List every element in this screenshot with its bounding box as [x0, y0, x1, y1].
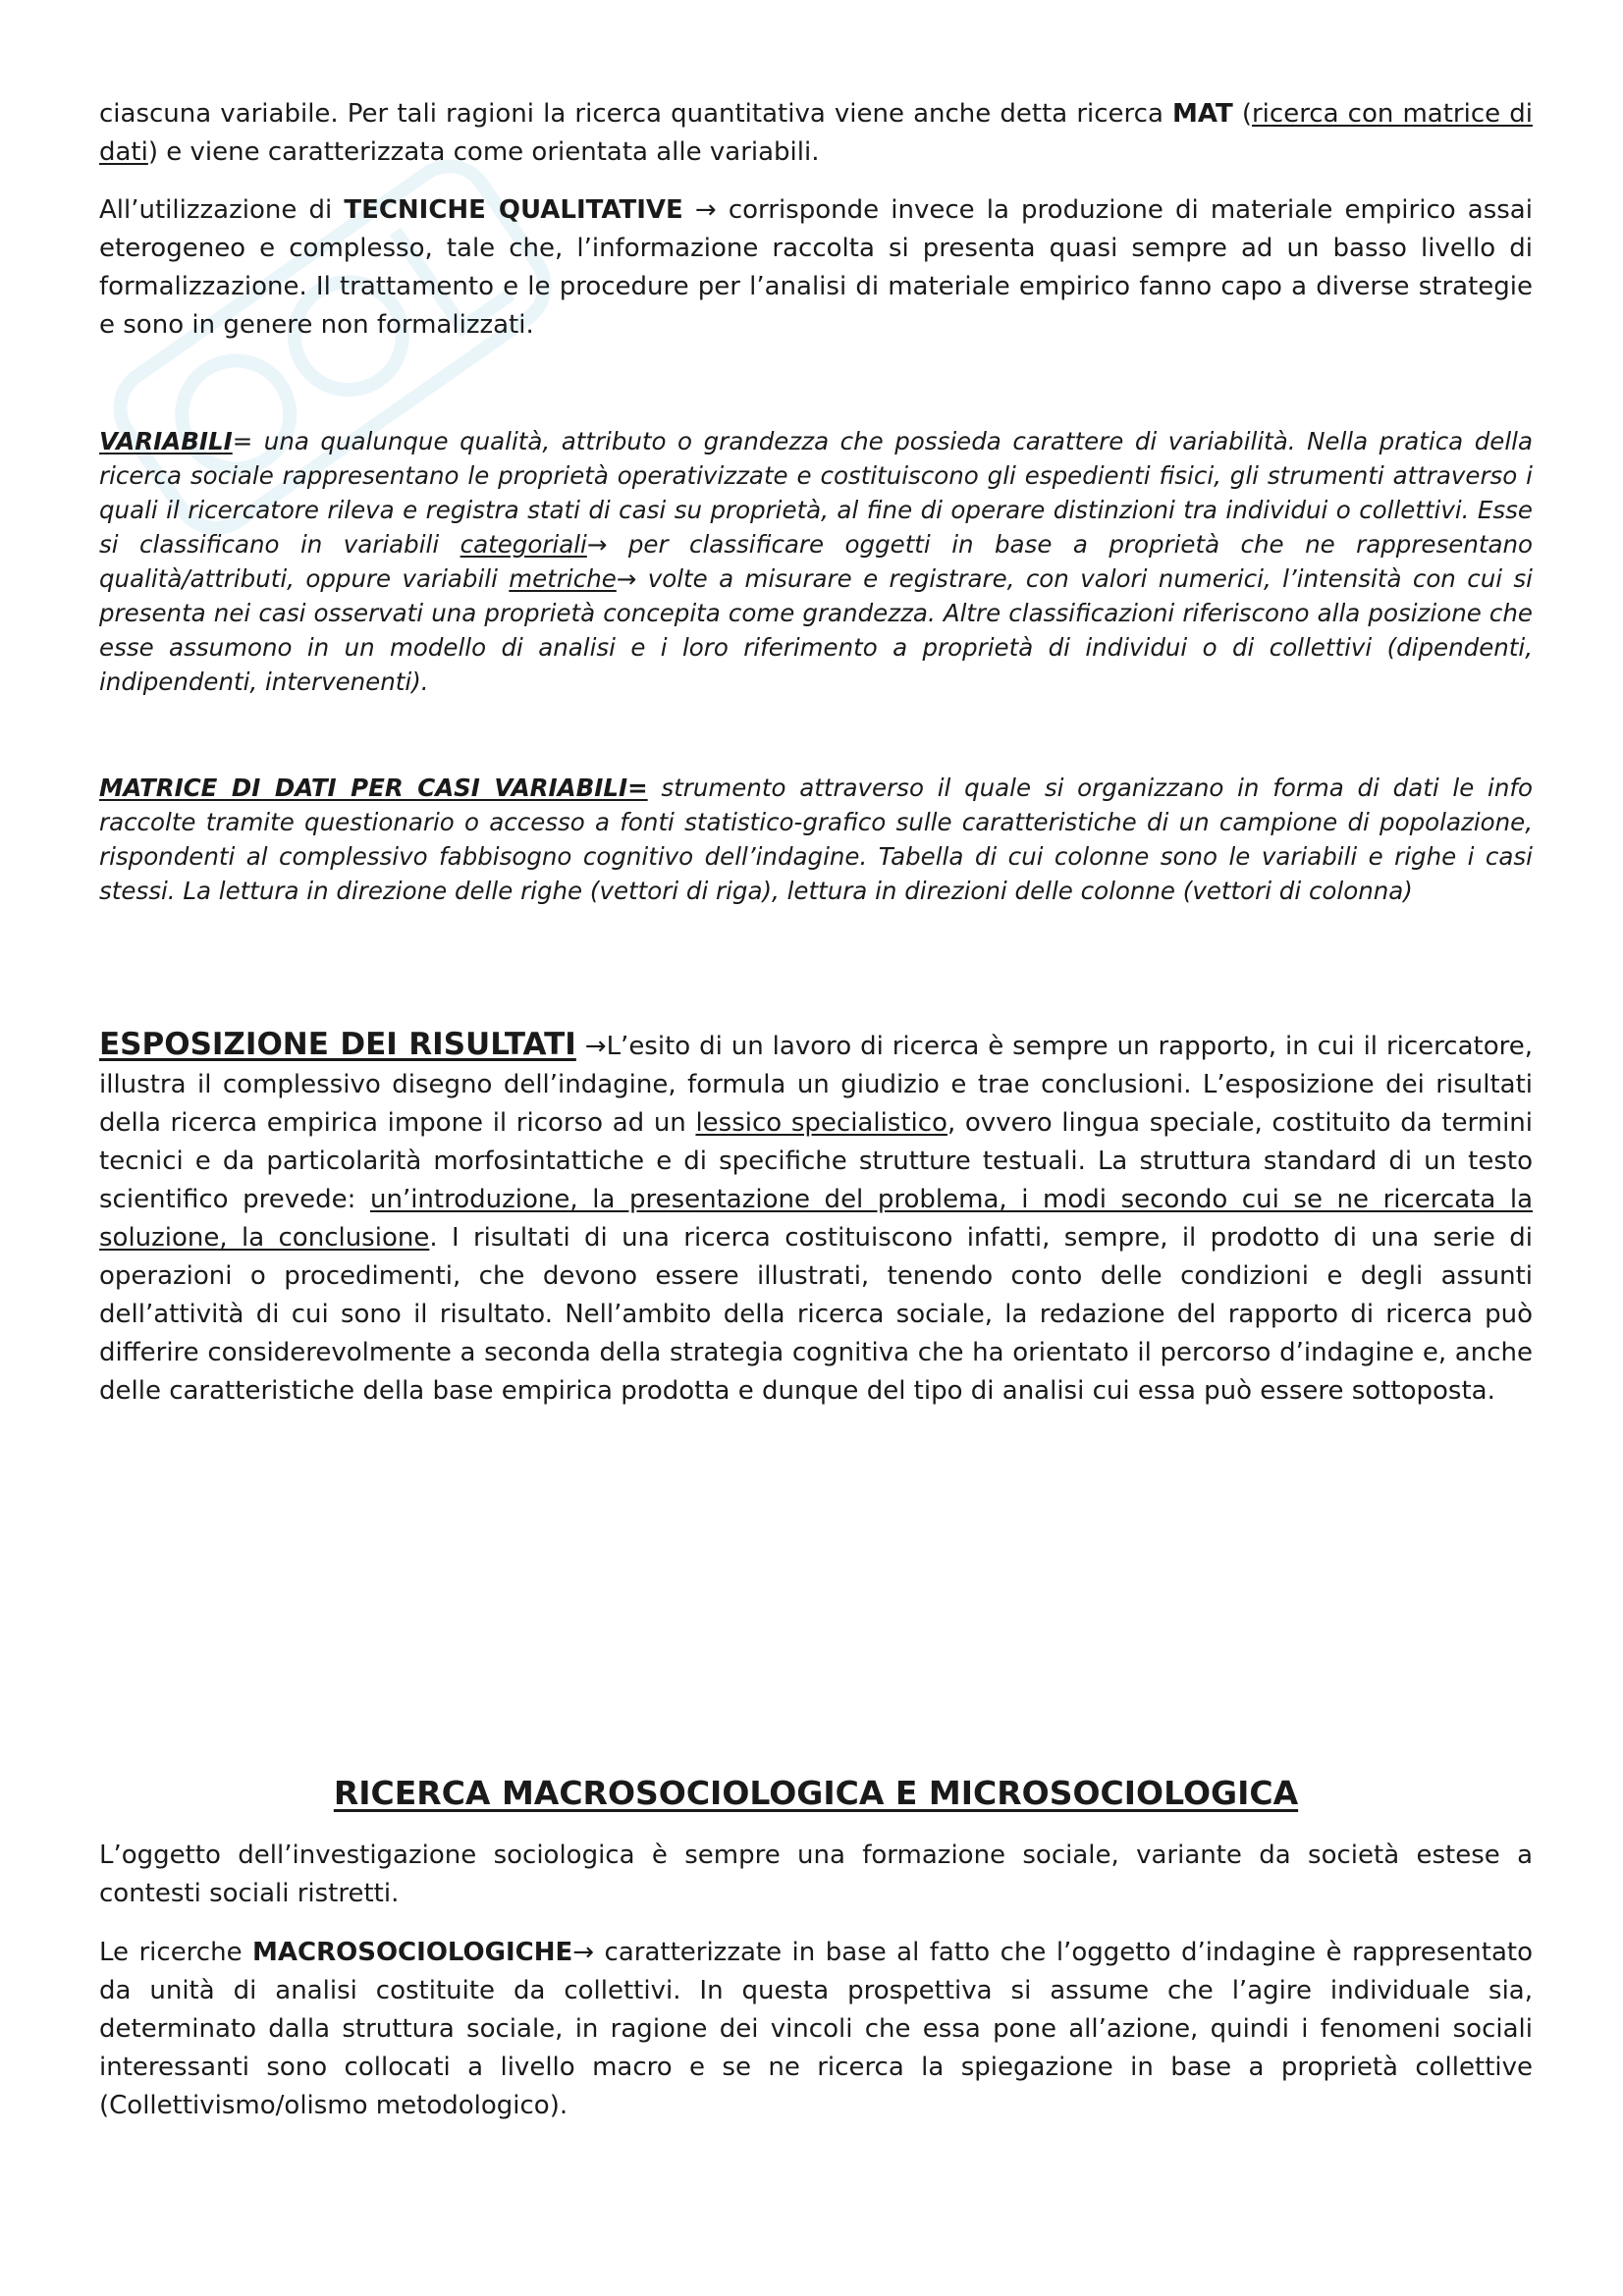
paragraph-oggetto: L’oggetto dell’investigazione sociologica è sempre una formazione sociale, variante da società estese a contesti sociali ristretti. [99, 1841, 1533, 1908]
text: Le ricerche [99, 1938, 253, 1967]
arrow-icon: → [586, 530, 608, 559]
definition-variabili [99, 424, 1533, 699]
underlined-text: ricerca con matrice di dati [99, 99, 1533, 167]
term-matrice-dati: MATRICE DI DATI PER CASI VARIABILI= [99, 774, 648, 802]
underlined-text: un’introduzione, la presentazione del problema, i modi secondo cui se ne ricercata la soluzione, la conclusione [99, 1185, 1534, 1253]
text: corrisponde invece la produzione di materiale empirico assai eterogeneo e complesso, tale che, l’informazione raccolta si presenta quasi sempre ad un basso livello di formalizzazione. Il trattamento e le procedure per l’analisi di materiale empirico fanno capo a diverse strategie e sono in genere non formalizzati. [99, 195, 1533, 340]
text: per classificare oggetti in base a proprietà che ne rappresentano qualità/attributi, oppure variabili [99, 530, 1533, 593]
term-macrosociologiche: MACROSOCIOLOGICHE [252, 1938, 573, 1967]
arrow-icon: → [572, 1938, 595, 1967]
text: L’esito di un lavoro di ricerca è sempre un rapporto, in cui il ricercatore, illustra il complessivo disegno dell’indagine, formula un giudizio e trae conclusioni. L’esposizione dei risultati della ricerca empirica impone il ricorso ad un [99, 1032, 1533, 1138]
section-title: RICERCA MACROSOCIOLOGICA E MICROSOCIOLOGICA [333, 1774, 1299, 1812]
text: caratterizzate in base al fatto che l’oggetto d’indagine è rappresentato da unità di analisi costituite da collettivi. In questa prospettiva si assume che l’agire individuale sia, determinato dalla struttura sociale, in ragione dei vincoli che essa pone all’azione, quindi i fenomeni sociali interessanti sono collocati a livello macro e se ne ricerca la spiegazione in base a proprietà collettive (Collettivismo/olismo metodologico). [99, 1938, 1533, 2120]
text: = una qualunque qualità, attributo o grandezza che possieda carattere di variabilità. Nella pratica della ricerca sociale rappresentano le proprietà operativizzate e costituiscono gli espedienti fisici, gli strumenti attraverso i quali il ricercatore rileva e registra stati di casi su proprietà, al fine di operare distinzioni tra individui o collettivi. Esse si classificano in variabili [99, 427, 1533, 559]
term-tecniche-qualitative: TECNICHE QUALITATIVE [344, 195, 683, 225]
text: volte a misurare e registrare, con valori numerici, l’intensità con cui si presenta nei casi osservati una proprietà concepita come grandezza. Altre classificazioni riferiscono alla posizione che esse assumono in un modello di analisi e i loro riferimento a proprietà di individui o di collettivi (dipendenti, indipendenti, intervenenti). [99, 564, 1533, 696]
underlined-text: lessico specialistico [695, 1108, 947, 1138]
text: ) e viene caratterizzata come orientata alle variabili. [147, 137, 820, 167]
underlined-text: metriche [509, 564, 617, 593]
definition-matrice-dati [99, 771, 1533, 908]
paragraph-esposizione-risultati [99, 1026, 1533, 1411]
text: ciascuna variabile. Per tali ragioni la ricerca quantitativa viene anche detta ricerca [99, 99, 1172, 129]
text: All’utilizzazione di [99, 195, 345, 225]
arrow-icon: → [682, 195, 729, 225]
paragraph-tecniche-qualitative [99, 191, 1533, 345]
text: strumento attraverso il quale si organizzano in forma di dati le info raccolte tramite questionario o accesso a fonti statistico-grafico sulle caratteristiche di un campione di popolazione, rispondenti al complessivo fabbisogno cognitivo dell’indagine. Tabella di cui colonne sono le variabili e righe i casi stessi. La lettura in direzione delle righe (vettori di riga), lettura in direzioni delle colonne (vettori di colonna) [99, 774, 1534, 905]
term-variabili: VARIABILI [99, 427, 233, 455]
arrow-icon: → [616, 564, 637, 593]
text: , ovvero lingua speciale, costituito da termini tecnici e da particolarità morfosintattiche e di specifiche strutture testuali. La struttura standard di un testo scientifico prevede: [99, 1108, 1533, 1214]
paragraph-mat [99, 95, 1533, 172]
underlined-text: categoriali [460, 530, 587, 559]
heading-esposizione-risultati: ESPOSIZIONE DEI RISULTATI [99, 1027, 576, 1062]
text: . I risultati di una ricerca costituiscono infatti, sempre, il prodotto di una serie di operazioni o procedimenti, che devono essere illustrati, tenendo conto delle condizioni e degli assunti dell’attività di cui sono il risultato. Nell’ambito della ricerca sociale, la redazione del rapporto di ricerca può differire considerevolmente a seconda della strategia cognitiva che ha orientato il percorso d’indagine e, anche delle caratteristiche della base empirica prodotta e dunque del tipo di analisi cui essa può essere sottoposta. [99, 1223, 1533, 1406]
text: ( [1232, 99, 1252, 129]
term-mat: MAT [1172, 99, 1233, 129]
arrow-icon: → [575, 1032, 607, 1061]
paragraph-macrosociologiche [99, 1934, 1533, 2125]
